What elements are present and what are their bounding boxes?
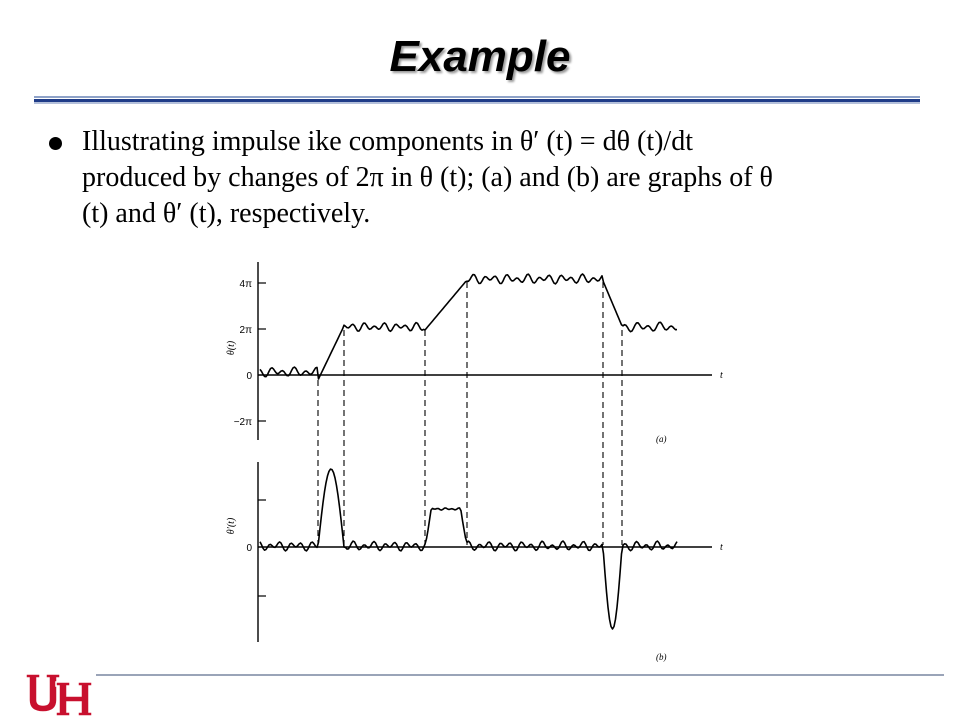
- graph-a-caption: (a): [656, 434, 667, 444]
- graph-b-ylabel: θ′(t): [226, 517, 237, 535]
- graph-a-ytick-4pi: 4π: [239, 279, 252, 290]
- graph-a-ytick-0: 0: [246, 371, 252, 382]
- graph-a-ytick-2pi: 2π: [239, 325, 252, 336]
- bullet-line-2: produced by changes of 2π in θ (t); (a) and (b) are graphs of θ: [82, 162, 773, 193]
- transition-dashed-lines: [318, 282, 622, 545]
- graph-a-xlabel: t: [720, 370, 723, 381]
- graph-b-ytick-0: 0: [246, 543, 252, 554]
- footer-rule: [96, 674, 944, 676]
- bullet-line-3: (t) and θ′ (t), respectively.: [82, 198, 371, 229]
- graph-b-xlabel: t: [720, 542, 723, 553]
- university-of-houston-uh-logo-icon: [22, 670, 98, 720]
- slide-title: Example: [389, 32, 571, 81]
- graph-b-caption: (b): [656, 652, 667, 662]
- graph-a-ylabel: θ(t): [226, 340, 237, 356]
- graph-a-curve: [260, 274, 677, 379]
- graph-b-curve: [260, 469, 677, 629]
- bullet-line-1: Illustrating impulse ike components in θ′ (t) = dθ (t)/dt: [82, 126, 693, 157]
- graph-a-ytick-neg2pi: −2π: [233, 417, 252, 428]
